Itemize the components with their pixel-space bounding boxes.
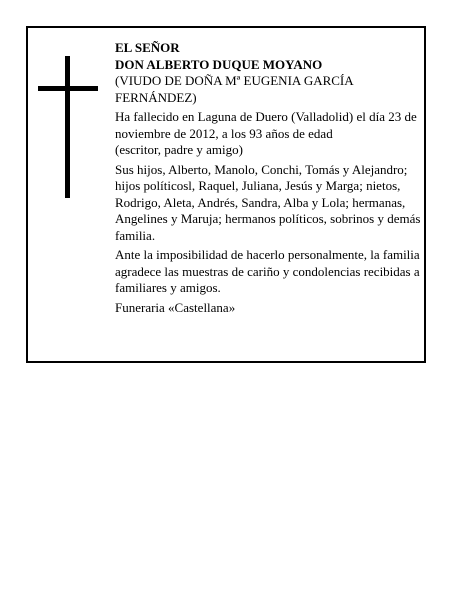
latin-cross-icon bbox=[38, 56, 98, 198]
widower-line: (VIUDO DE DOÑA Mª EUGENIA GARCÍA FERNÁNDEZ) bbox=[115, 73, 353, 105]
cross-horizontal-bar bbox=[38, 86, 98, 91]
notice-text bbox=[115, 40, 421, 316]
thanks-paragraph: Ante la imposibilidad de hacerlo personalmente, la familia agradece las muestras de cariño y condolencias recibidas a familiares y amigos. bbox=[115, 247, 420, 295]
occupation-line: (escritor, padre y amigo) bbox=[115, 142, 243, 157]
cross-vertical-bar bbox=[65, 56, 70, 198]
heading-title: EL SEÑOR bbox=[115, 40, 180, 55]
family-paragraph: Sus hijos, Alberto, Manolo, Conchi, Tomás y Alejandro; hijos políticosl, Raquel, Juliana, Jesús y Marga; nietos, Rodrigo, Aleta, Andrés, Sandra, Alba y Lola; hermanas, Angelines y Maruja; hermanos políticos, sobrinos y demás familia. bbox=[115, 161, 421, 243]
deceased-name: DON ALBERTO DUQUE MOYANO bbox=[115, 56, 323, 72]
funeral-home: Funeraria «Castellana» bbox=[115, 299, 236, 315]
obituary-notice bbox=[26, 26, 426, 363]
death-info: Ha fallecido en Laguna de Duero (Valladolid) el día 23 de noviembre de 2012, a los 93 años de edad bbox=[115, 109, 417, 141]
